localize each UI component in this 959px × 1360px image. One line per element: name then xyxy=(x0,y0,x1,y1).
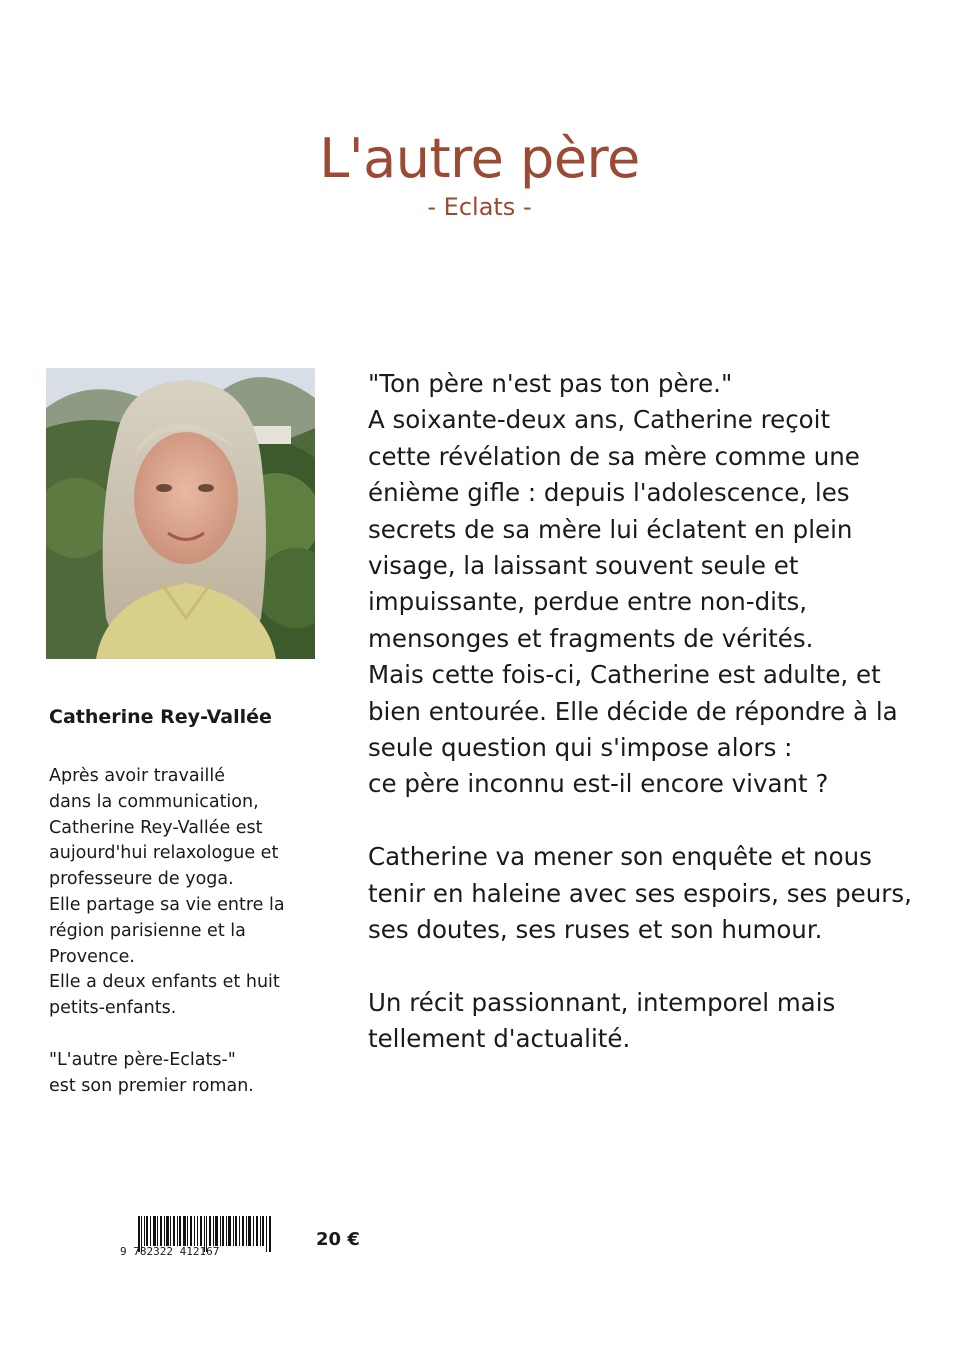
isbn-digits: 9 782322 412167 xyxy=(120,1245,220,1258)
author-photo xyxy=(46,368,315,659)
bio-paragraph: "L'autre père-Eclats-" est son premier roman. xyxy=(49,1049,254,1096)
blurb-paragraph: "Ton père n'est pas ton père." A soixante-deux ans, Catherine reçoit cette révélation de sa mère comme une énième gifle : depuis l'adolescence, les secrets de sa mère lui éclatent en plein visage, la laissant souvent seule et impuissante, perdue entre non-dits, mensonges et fragments de vérités. Mais cette fois-ci, Catherine est adulte, et bien entourée. Elle décide de répondre à la seule question qui s'impose alors : ce père inconnu est-il encore vivant ? xyxy=(368,369,898,799)
book-subtitle: - Eclats - xyxy=(427,193,532,221)
price-label: 20 € xyxy=(316,1229,360,1250)
blurb-paragraph: Un récit passionnant, intemporel mais tellement d'actualité. xyxy=(368,987,836,1054)
blurb-paragraph: Catherine va mener son enquête et nous tenir en haleine avec ses espoirs, ses peurs, ses doutes, ses ruses et son humour. xyxy=(368,842,912,945)
bio-paragraph: Après avoir travaillé dans la communication, Catherine Rey-Vallée est aujourd'hui relaxologue et professeure de yoga. Elle partage sa vie entre la région parisienne et la Provence. Elle a deux enfants et huit petits-enfants. xyxy=(49,766,285,1019)
book-title: L'autre père xyxy=(319,127,640,190)
author-name: Catherine Rey-Vallée xyxy=(49,706,272,728)
author-bio xyxy=(49,764,319,1099)
author-portrait-icon xyxy=(46,368,315,659)
book-blurb xyxy=(368,366,953,1058)
